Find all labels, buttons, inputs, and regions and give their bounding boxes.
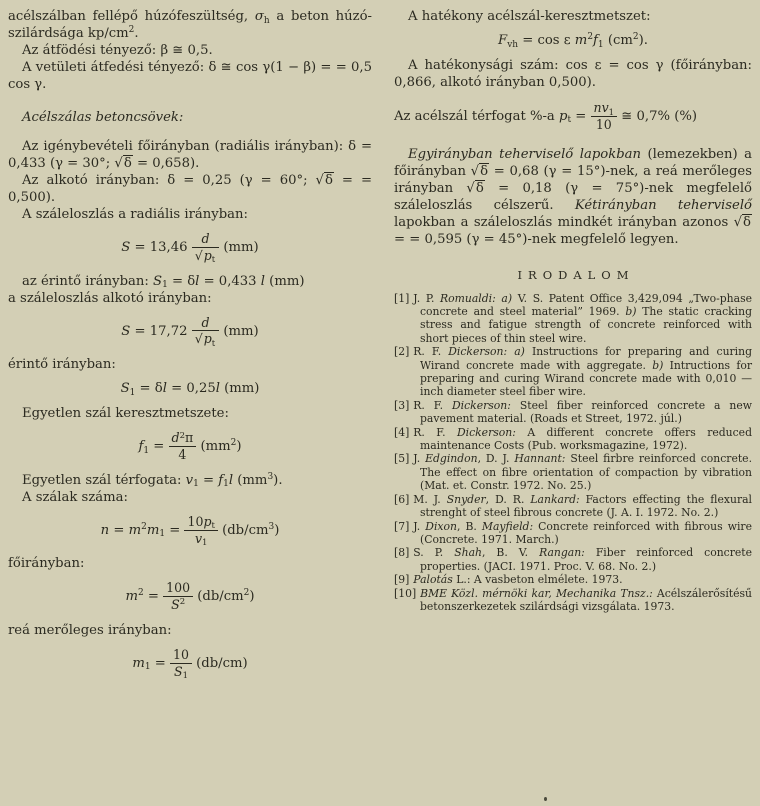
- reference-item-4: [394, 426, 752, 453]
- reference-item-9: [394, 573, 752, 586]
- formula-m2: $m^2$ = $\frac{100}{S^2}$ $(db/cm^2)$: [125, 580, 255, 613]
- reference-number: [10]: [394, 586, 417, 600]
- reference-text: J. Dixon, B. Mayfield: Concrete reinforced with fibrous wire (Concrete. 1971. March.): [413, 519, 752, 546]
- formula-m1: $m_1$ = $\frac{10}{S_1}$ (db/cm): [132, 646, 248, 682]
- reference-number: [9]: [394, 573, 410, 587]
- para-fiber-distribution-radial: A száleloszlás a radiális irányban:: [22, 207, 248, 222]
- para-number-of-fibers: A szálak száma:: [22, 489, 128, 505]
- section-heading-steel-fiber-pipes: Acélszálas betoncsövek:: [22, 110, 184, 125]
- reference-number: [2]: [394, 345, 410, 359]
- para-perpendicular-direction-label: reá merőleges irányban:: [8, 622, 172, 638]
- reference-number: [5]: [394, 452, 410, 466]
- references-list: [394, 292, 752, 614]
- para-tangent-direction: érintő irányban:: [8, 357, 116, 373]
- para-single-fiber-volume: Egyetlen szál térfogata: $v_1 = f_1l$ $(mm^3)$.: [22, 471, 283, 490]
- reference-number: [6]: [394, 492, 410, 506]
- reference-item-10: [394, 587, 752, 614]
- reference-number: [4]: [394, 425, 410, 439]
- reference-text: S. P. Shah, B. V. Rangan: Fiber reinforced concrete properties. (JACI. 1971. Proc. V. 68. No. 2.): [413, 546, 752, 573]
- para-main-direction-label: főirányban:: [8, 556, 85, 572]
- reference-text: J. P. Romualdi: a) V. S. Patent Office 3,429,094 „Two-phase concrete and steel material” 1969. b) The static cracking stress and fatigue strength of concrete reinforced with short pieces of thin steel wire.: [413, 291, 752, 345]
- reference-text: M. J. Snyder, D. R. Lankard: Factors effecting the flexural strenght of steel fibrous concrete (J. A. I. 1972. No. 2.): [413, 492, 752, 520]
- formula-n-fibers: $n = m^2m_1$ = $\frac{10p_t}{v_1}$ $(db/cm^3)$: [100, 513, 280, 549]
- reference-number: [3]: [394, 398, 410, 412]
- para-generatrix-direction: Az alkotó irányban: δ = 0,25 (γ = 60°; √δ = = 0,500).: [8, 173, 373, 205]
- para-load-bearing-slabs: Egyirányban teherviselő lapokban (lemezekben) a főirányban √δ = 0,68 (γ = 15°)-nek, a reá merőleges irányban √δ = 0,18 (γ = 75°)-nek megfelelő száleloszlás célszerű. Kétirányban teherviselő lapokban a száleloszlás mindkét irányban azonos √δ = = 0,595 (γ = 45°)-nek megfelelő legyen.: [394, 146, 753, 247]
- reference-number: [8]: [394, 546, 410, 560]
- para-effective-cross-section: A hatékony acélszál-keresztmetszet:: [408, 9, 651, 24]
- formula-f1-cross-section: $f_1$ = $\frac{d^2\pi}{4}$ $(mm^2)$: [138, 430, 242, 462]
- para-efficiency-number: A hatékonysági szám: cos ε = cos γ (főirányban: 0,866, alkotó irányban 0,500).: [394, 58, 752, 90]
- reference-item-3: [394, 399, 752, 426]
- formula-fvh: $F_{vh} = \cos \varepsilon$ $m^2f_1$ $(cm^2)$.: [498, 32, 648, 50]
- reference-text: R. F. Dickerson: Steel fiber reinforced concrete a new pavement material. (Roads et Street, 1972. júl.): [413, 398, 752, 426]
- reference-item-1: [394, 292, 752, 346]
- para-fiber-distribution-generatrix: a száleloszlás alkotó irányban:: [8, 290, 212, 306]
- formula-s-radial: S = 13,46 $\frac{d}{√p_t}$ (mm): [121, 231, 259, 266]
- para-single-fiber-cross-section: Egyetlen szál keresztmetszete:: [22, 406, 229, 422]
- reference-item-7: [394, 520, 752, 547]
- reference-item-2: [394, 345, 752, 399]
- reference-text: BME Közl. mérnöki kar, Mechanika Tnsz.: Acélszálerősítésű betonszerkezetek szilárdsági vizsgálata. 1973.: [420, 586, 752, 613]
- para-tangent-direction-s1: az érintő irányban: $S_1 = \delta l = 0,433$ l (mm): [22, 273, 305, 291]
- para-overlap-factor: Az átfödési tényező: β ≅ 0,5.: [22, 43, 213, 58]
- scan-speck: [544, 797, 547, 801]
- reference-text: R. F. Dickerson: A different concrete offers reduced maintenance Costs (Pub. worksmagazine, 1972).: [413, 425, 752, 453]
- para-projection-factor: A vetületi átfedési tényező: δ ≅ cos γ(1 − β) = = 0,5 cos γ.: [8, 60, 372, 92]
- reference-item-6: [394, 493, 752, 520]
- reference-number: [1]: [394, 291, 410, 305]
- reference-text: J. Edgindon, D. J. Hannant: Steel firbre reinforced concrete. The effect on fibre orientation of compaction by vibration (Mat. et. Constr. 1972. No. 25.): [413, 452, 753, 493]
- reference-text: R. F. Dickerson: a) Instructions for preparing and curing Wirand concrete made with aggregate. b) Intructions for preparing and curing Wirand concrete made with 0,010 — inch diameter steel fiber wire.: [413, 345, 753, 399]
- reference-text: Palotás L.: A vasbeton elmélete. 1973.: [413, 573, 623, 587]
- reference-item-5: [394, 452, 752, 492]
- para-tensile-stress: acélszálban fellépő húzófeszültség, $\sigma_h$ a beton húzó-szilárdsága $kp/cm^2$.: [8, 9, 372, 41]
- formula-s1-tangent: $S_1 = \delta l = 0,25l$ (mm): [120, 381, 260, 398]
- right-column: [394, 8, 752, 806]
- reference-number: [7]: [394, 519, 410, 533]
- para-main-direction: Az igénybevételi főirányban (radiális irányban): δ = 0,433 (γ = 30°; √δ = 0,658).: [8, 139, 372, 171]
- formula-s-generatrix: S = 17,72 $\frac{d}{√p_t}$ (mm): [121, 314, 259, 349]
- reference-item-8: [394, 546, 752, 573]
- left-column: [8, 8, 372, 806]
- para-fiber-volume-percent: Az acélszál térfogat %-a $p_t$ = $\frac{nv_1}{10}$ ≅ 0,7% (%): [394, 100, 698, 132]
- bibliography-heading: IRODALOM: [517, 267, 635, 282]
